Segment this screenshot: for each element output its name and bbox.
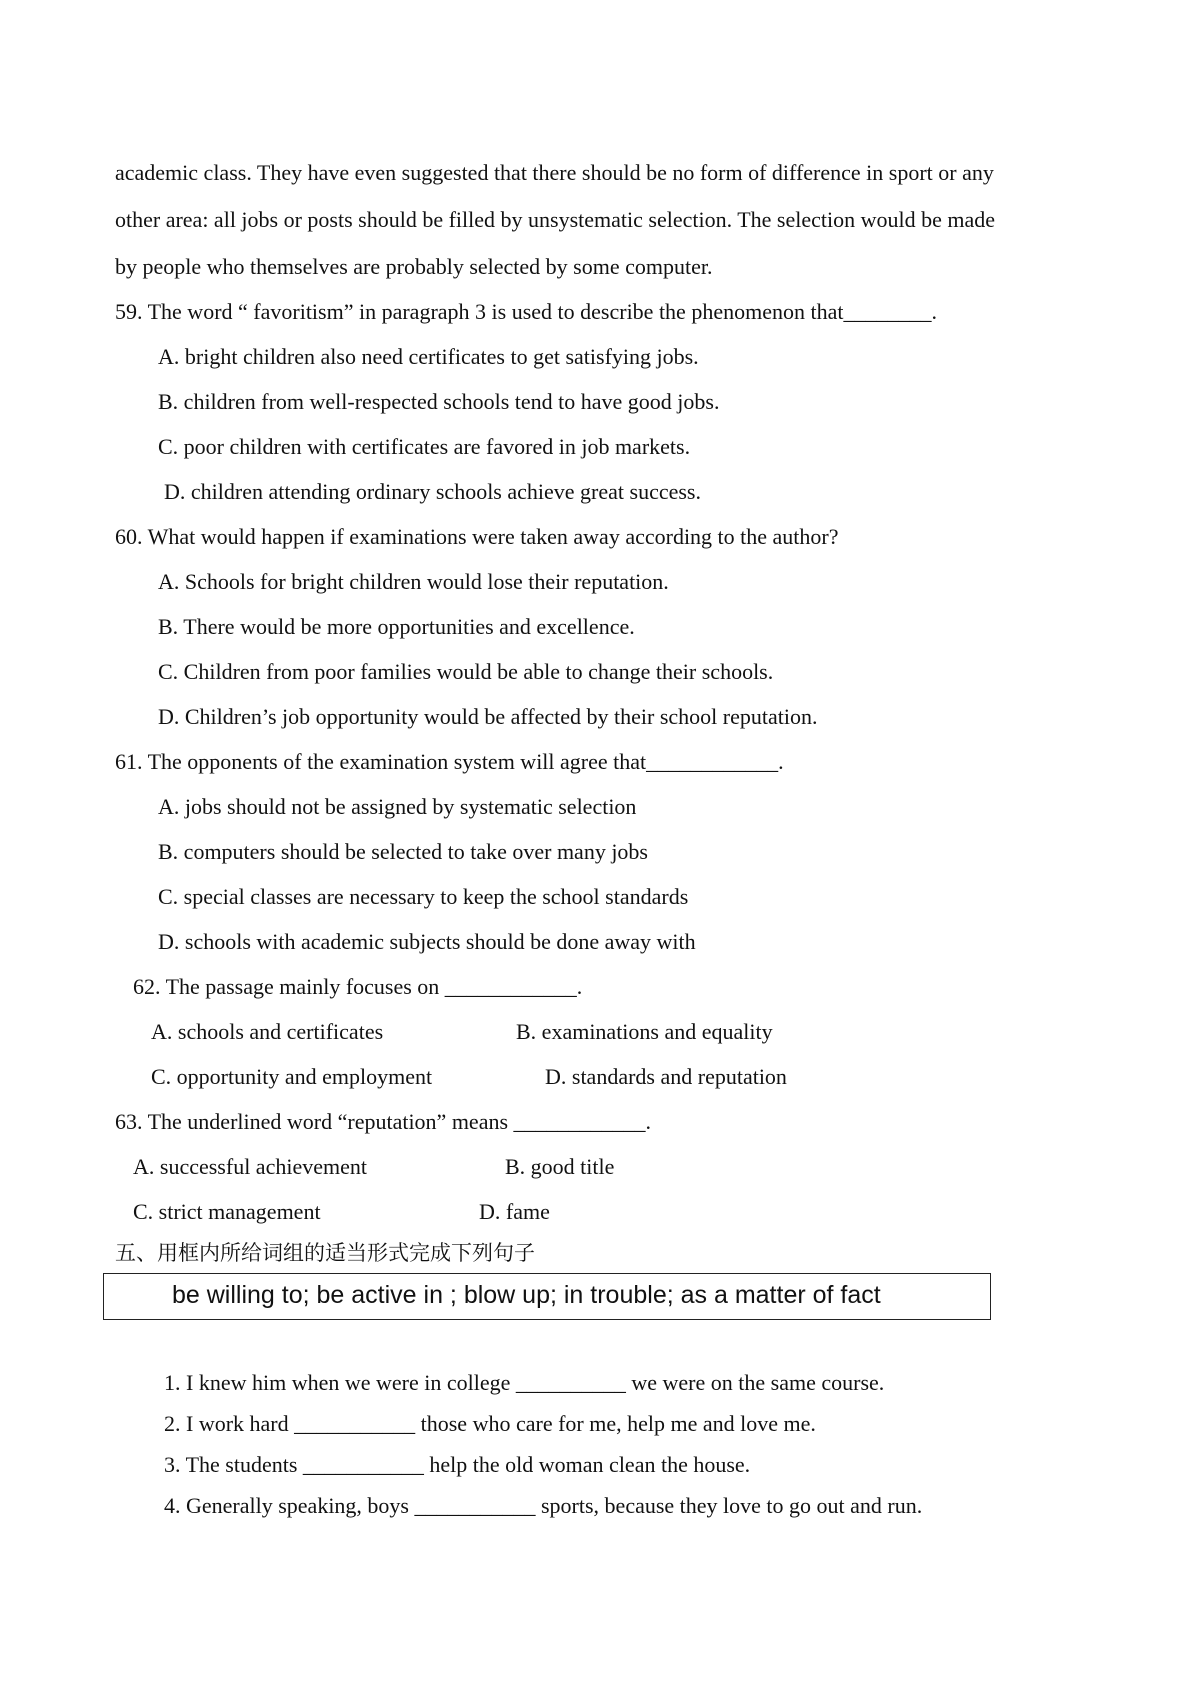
answer-option: D. schools with academic subjects should be done away with (158, 929, 696, 954)
answer-option: D. Children’s job opportunity would be affected by their school reputation. (158, 704, 818, 729)
fill-in-sentence: 2. I work hard ___________ those who care for me, help me and love me. (164, 1411, 816, 1436)
passage-line: other area: all jobs or posts should be filled by unsystematic selection. The selection would be made (115, 207, 995, 232)
question-stem: 62. The passage mainly focuses on ____________. (133, 974, 583, 999)
passage-line: by people who themselves are probably selected by some computer. (115, 254, 713, 279)
question-stem: 59. The word “ favoritism” in paragraph 3 is used to describe the phenomenon that________. (115, 299, 937, 324)
answer-option: C. poor children with certificates are favored in job markets. (158, 434, 691, 459)
answer-option: C. strict management (133, 1199, 321, 1224)
answer-option: C. Children from poor families would be able to change their schools. (158, 659, 774, 684)
answer-option: D. standards and reputation (545, 1064, 787, 1089)
fill-in-sentence: 3. The students ___________ help the old woman clean the house. (164, 1452, 751, 1477)
answer-option: A. successful achievement (133, 1154, 367, 1179)
section-heading: 五、用框内所给词组的适当形式完成下列句子 (115, 1241, 535, 1265)
answer-option: B. There would be more opportunities and excellence. (158, 614, 635, 639)
passage-line: academic class. They have even suggested that there should be no form of difference in sport or any (115, 160, 994, 185)
question-stem: 60. What would happen if examinations were taken away according to the author? (115, 524, 839, 549)
fill-in-sentence: 4. Generally speaking, boys ___________ sports, because they love to go out and run. (164, 1493, 923, 1518)
answer-option: C. special classes are necessary to keep the school standards (158, 884, 689, 909)
answer-option: B. children from well-respected schools tend to have good jobs. (158, 389, 720, 414)
answer-option: B. examinations and equality (516, 1019, 773, 1044)
answer-option: D. children attending ordinary schools achieve great success. (164, 479, 701, 504)
answer-option: D. fame (479, 1199, 550, 1224)
answer-option: A. Schools for bright children would lose their reputation. (158, 569, 669, 594)
fill-in-sentence: 1. I knew him when we were in college __________ we were on the same course. (164, 1370, 885, 1395)
answer-option: C. opportunity and employment (151, 1064, 433, 1089)
answer-option: A. bright children also need certificates to get satisfying jobs. (158, 344, 699, 369)
answer-option: B. good title (505, 1154, 615, 1179)
answer-option: A. jobs should not be assigned by systematic selection (158, 794, 637, 819)
word-box (103, 1273, 991, 1320)
word-box-phrases: be willing to; be active in ; blow up; in trouble; as a matter of fact (172, 1281, 881, 1309)
answer-option: B. computers should be selected to take over many jobs (158, 839, 648, 864)
answer-option: A. schools and certificates (151, 1019, 384, 1044)
question-stem: 61. The opponents of the examination system will agree that____________. (115, 749, 784, 774)
question-stem: 63. The underlined word “reputation” means ____________. (115, 1109, 652, 1134)
